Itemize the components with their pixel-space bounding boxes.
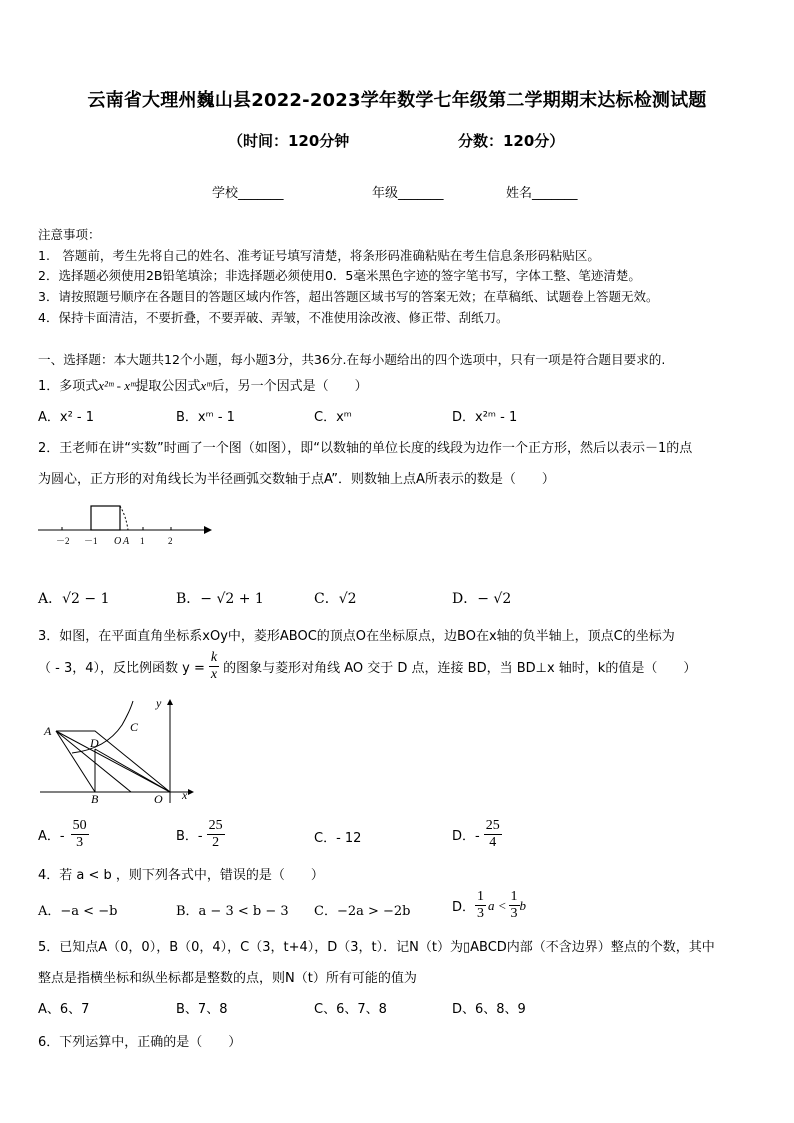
y-arrow xyxy=(167,699,173,705)
hyperbola-curve xyxy=(72,701,133,753)
time-label: （时间：120分钟 xyxy=(228,132,350,150)
q1-option-a[interactable]: A．x² - 1 xyxy=(38,410,95,425)
q4-opt-d-frac2 xyxy=(509,889,520,922)
name-field[interactable]: 姓名_______ xyxy=(506,186,578,201)
unit-square xyxy=(91,506,120,530)
segment-do xyxy=(95,749,170,792)
q3-line-2a: （ - 3，4），反比例函数 y = xyxy=(38,661,205,676)
x-arrow xyxy=(188,789,194,795)
q3-opt-d-frac xyxy=(484,818,502,851)
label-a: A xyxy=(123,536,130,547)
school-field[interactable]: 学校_______ xyxy=(212,186,284,201)
q4-opt-d-frac1 xyxy=(475,889,486,922)
q2-line-1: 2．王老师在讲“实数”时画了一个图（如图），即“以数轴的单位长度的线段为边作一个正方形，然后以表示－1的点 xyxy=(38,441,693,456)
label-a: A xyxy=(44,724,52,738)
note-item: 2．选择题必须使用2B铅笔填涂；非选择题必须使用0．5毫米黑色字迹的签字笔书写，字体工整、笔迹清楚。 xyxy=(38,268,641,283)
q1-option-d[interactable]: D．x²ᵐ - 1 xyxy=(452,410,518,425)
q3-option-c[interactable]: C．- 12 xyxy=(314,831,362,846)
q5-line-1: 5．已知点A（0，0），B（0，4），C（3，t+4），D（3，t）．记N（t）为▯ABCD内部（不含边界）整点的个数，其中 xyxy=(38,940,715,955)
label-b: B xyxy=(91,792,99,806)
note-item: 4．保持卡面清洁，不要折叠，不要弄破、弄皱，不准使用涂改液、修正带、刮纸刀。 xyxy=(38,310,509,325)
q3-opt-d-label: D．- xyxy=(452,829,480,844)
q1-stem-a: 1．多项式 xyxy=(38,379,99,394)
q3-option-a[interactable] xyxy=(38,818,89,851)
q4-option-a[interactable]: A．−a < −b xyxy=(38,904,118,919)
number-line-figure xyxy=(34,500,214,550)
q3-line-1: 3．如图，在平面直角坐标系xOy中，菱形ABOC的顶点O在坐标原点，边BO在x轴的负半轴上，顶点C的坐标为 xyxy=(38,629,675,644)
label-o: O xyxy=(114,536,122,547)
diagonal-ao xyxy=(56,731,170,792)
frac-num: 1 xyxy=(477,889,485,904)
q5-line-2: 整点是指横坐标和纵坐标都是整数的点，则N（t）所有可能的值为 xyxy=(38,971,417,986)
label-c: C xyxy=(130,720,139,734)
frac-den: 3 xyxy=(510,906,518,921)
q3-line-2b: 的图象与菱形对角线 AO 交于 D 点，连接 BD，当 BD⊥x 轴时，k的值是（ ） xyxy=(223,661,697,676)
q3-opt-b-frac xyxy=(207,818,225,851)
label-neg1: －1 xyxy=(84,536,98,546)
frac-den: 2 xyxy=(212,835,220,850)
q1-expr: x²ᵐ - xᵐ xyxy=(98,378,136,393)
arc xyxy=(120,506,128,530)
page-title: 云南省大理州巍山县2022-2023学年数学七年级第二学期期末达标检测试题 xyxy=(87,90,707,111)
label-o: O xyxy=(154,792,163,806)
label-2: 2 xyxy=(168,536,173,546)
section-heading: 一、选择题：本大题共12个小题，每小题3分，共36分.在每小题给出的四个选项中，只有一项是符合题目要求的. xyxy=(38,352,666,367)
q3-fraction xyxy=(209,650,219,683)
q4-opt-d-label: D． xyxy=(452,900,476,915)
q3-option-b[interactable] xyxy=(176,818,225,851)
frac-num: 50 xyxy=(72,818,87,833)
q4-stem: 4．若 a < b ，则下列各式中，错误的是（ ） xyxy=(38,868,324,883)
frac-num: 25 xyxy=(208,818,223,833)
grade-field[interactable]: 年级_______ xyxy=(372,186,444,201)
q1-stem-b: 提取公因式 xyxy=(135,379,201,394)
q3-option-d[interactable] xyxy=(452,818,502,851)
q4-option-c[interactable]: C．−2a > −2b xyxy=(314,904,411,919)
axis-arrow xyxy=(204,526,212,534)
q1-option-c[interactable]: C．xᵐ xyxy=(314,410,352,425)
q1-stem-c: 后，另一个因式是（ ） xyxy=(211,379,368,394)
q1-option-b[interactable]: B．xᵐ - 1 xyxy=(176,410,235,425)
q2-line-2: 为圆心，正方形的对角线长为半径画弧交数轴于点A”．则数轴上点A所表示的数是（ ） xyxy=(38,472,555,487)
frac-num: k xyxy=(210,650,218,665)
frac-den: 3 xyxy=(477,906,485,921)
label-neg2: －2 xyxy=(56,536,70,546)
rhombus-figure xyxy=(36,695,196,807)
notes-heading: 注意事项： xyxy=(38,227,101,242)
q5-option-d[interactable]: D、6、8、9 xyxy=(452,1002,526,1017)
frac-num: 1 xyxy=(510,889,518,904)
q3-opt-a-label: A．- xyxy=(38,829,65,844)
q2-option-a[interactable]: A．√2 − 1 xyxy=(38,591,110,607)
q4-opt-d-end: b xyxy=(519,897,527,913)
q2-option-d[interactable]: D．− √2 xyxy=(452,591,512,607)
q5-option-c[interactable]: C、6、7、8 xyxy=(314,1002,387,1017)
frac-den: 4 xyxy=(489,835,497,850)
q2-option-b[interactable]: B．− √2 + 1 xyxy=(176,591,264,607)
frac-den: x xyxy=(210,667,218,682)
q4-opt-d-mid: a < xyxy=(488,897,507,913)
q5-option-b[interactable]: B、7、8 xyxy=(176,1002,228,1017)
q3-opt-b-label: B．- xyxy=(176,829,203,844)
label-y: y xyxy=(156,696,162,710)
label-d: D xyxy=(90,736,99,750)
q1-factor: xᵐ xyxy=(200,378,212,393)
score-label: 分数：120分） xyxy=(458,132,565,150)
note-item: 3．请按照题号顺序在各题目的答题区域内作答，超出答题区域书写的答案无效；在草稿纸、试题卷上答题无效。 xyxy=(38,289,659,304)
frac-num: 25 xyxy=(485,818,500,833)
q6-stem: 6．下列运算中，正确的是（ ） xyxy=(38,1035,242,1050)
q5-option-a[interactable]: A、6、7 xyxy=(38,1002,90,1017)
q2-option-c[interactable]: C．√2 xyxy=(314,591,357,607)
q4-option-b[interactable]: B．a − 3 < b − 3 xyxy=(176,904,289,919)
label-1: 1 xyxy=(140,536,145,546)
frac-den: 3 xyxy=(76,835,84,850)
question-1 xyxy=(38,375,368,394)
note-item: 1. 答题前，考生先将自己的姓名、准考证号填写清楚，将条形码准确粘贴在考生信息条形码粘贴区。 xyxy=(38,248,600,263)
q3-line-2 xyxy=(38,650,696,683)
q4-option-d[interactable] xyxy=(452,889,526,922)
label-x: x xyxy=(182,788,188,802)
q3-opt-a-frac xyxy=(71,818,89,851)
